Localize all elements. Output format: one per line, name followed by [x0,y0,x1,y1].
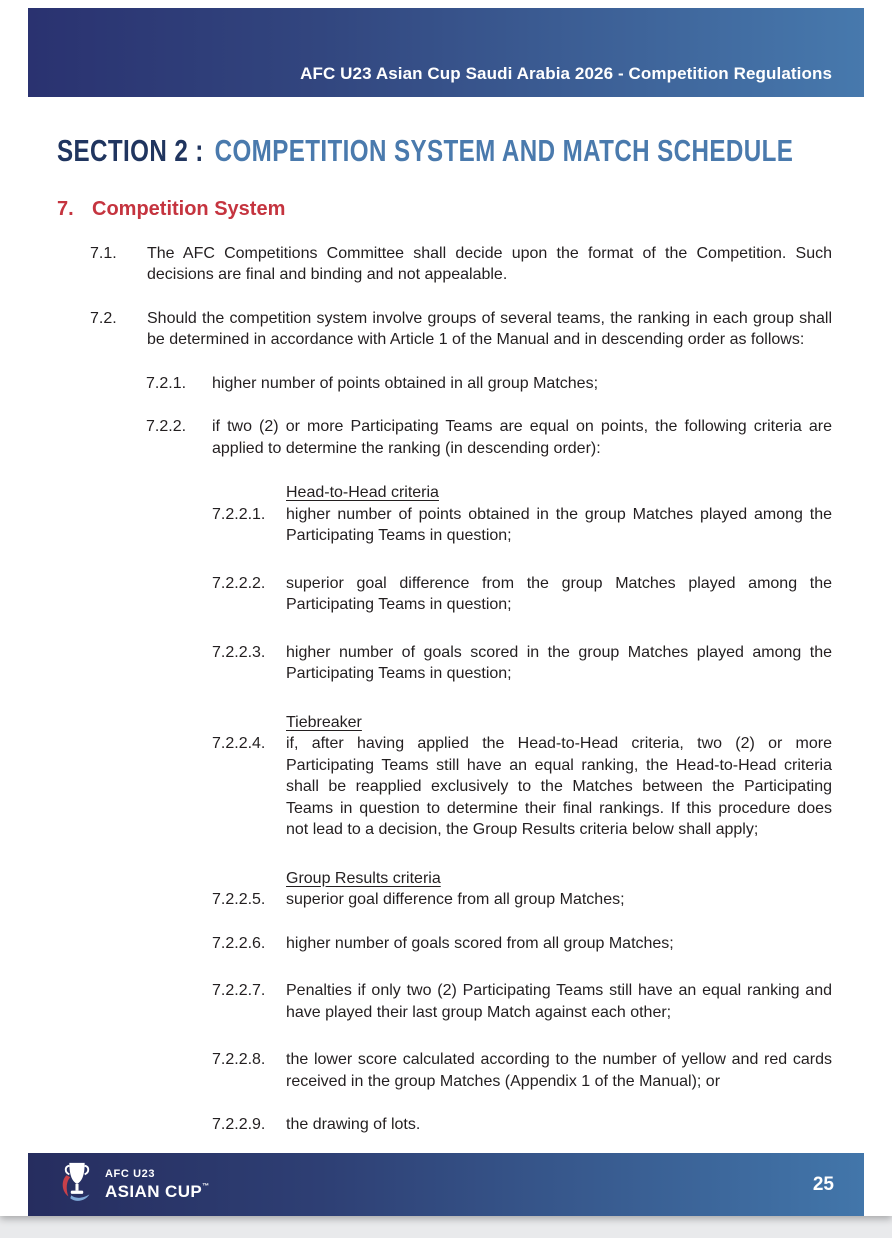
clause-text: Should the competition system involve groups of several teams, the ranking in each group shall be determined in accordance with Article 1 of the Manual and in descending order as follows: [147,309,832,349]
banner-title: AFC U23 Asian Cup Saudi Arabia 2026 - Competition Regulations [300,64,832,83]
clause-item [90,243,832,286]
clause-number: 7.2.2.6. [212,934,266,952]
clause-text: higher number of goals scored in the group Matches played among the Participating Teams in question; [286,643,832,683]
criteria-heading-tiebreaker: Tiebreaker [286,713,362,731]
trophy-icon [58,1160,96,1209]
footer-bar [28,1153,864,1216]
article-body [0,221,892,1136]
clause-item [146,416,832,459]
clause-text: Penalties if only two (2) Participating Teams still have an equal ranking and have played their last group Match against each other; [286,982,832,1021]
trademark-symbol: ™ [202,1183,210,1190]
clause-text: The AFC Competitions Committee shall decide upon the format of the Competition. Such decisions are final and binding and not appealable. [147,244,832,284]
clause-number: 7.2.2.3. [212,643,266,661]
clause-number: 7.2.2.5. [212,891,266,909]
clause-item [212,504,832,547]
clause-text: superior goal difference from all group Matches; [286,891,625,909]
clause-number: 7.2.2.7. [212,982,266,1000]
clause-text: higher number of points obtained in the group Matches played among the Participating Teams in question; [286,505,832,545]
logo-line1: AFC U23 [105,1168,156,1180]
afc-u23-asian-cup-logo [58,1160,210,1209]
clause-item [212,889,832,911]
article-number: 7. [57,197,74,220]
clause-item [212,1049,832,1092]
clause-number: 7.2.2. [146,418,187,436]
header-banner [28,8,864,97]
clause-text: higher number of points obtained in all group Matches; [212,374,599,392]
criteria-heading-group-results: Group Results criteria [286,869,441,887]
clause-item [212,980,832,1023]
criteria-heading-head-to-head: Head-to-Head criteria [286,484,439,502]
clause-number: 7.2.1. [146,374,187,392]
section-title-text: COMPETITION SYSTEM AND MATCH SCHEDULE [214,133,794,168]
clause-text: the lower score calculated according to the number of yellow and red cards received in the group Matches (Appendix 1 of the Manual); or [286,1051,832,1090]
logo-line2: ASIAN CUP™ [105,1182,210,1201]
clause-item [90,308,832,351]
clause-number: 7.2.2.4. [212,735,266,753]
clause-number: 7.2.2.8. [212,1051,266,1069]
clause-number: 7.2.2.9. [212,1116,266,1134]
clause-item [212,733,832,841]
clause-text: superior goal difference from the group Matches played among the Participating Teams in question; [286,574,832,614]
clause-number: 7.2.2.1. [212,505,266,523]
article-heading [57,198,892,221]
clause-item [212,933,832,955]
section-title-prefix: SECTION 2 : [57,133,204,168]
section-title [57,135,892,168]
page-number: 25 [812,1173,834,1195]
clause-text: the drawing of lots. [286,1116,421,1134]
clause-number: 7.2. [90,309,117,327]
clause-text: higher number of goals scored from all group Matches; [286,934,674,952]
article-title: Competition System [92,197,286,220]
clause-item [146,373,832,395]
logo-text [105,1169,210,1200]
clause-number: 7.1. [90,244,117,262]
clause-item [212,573,832,616]
clause-item [212,1114,832,1136]
clause-number: 7.2.2.2. [212,574,266,592]
clause-text: if two (2) or more Participating Teams are equal on points, the following criteria are applied to determine the ranking (in descending order): [212,418,832,457]
clause-text: if, after having applied the Head-to-Head criteria, two (2) or more Participating Teams still have an equal ranking, the Head-to-Head criteria shall be reapplied exclusively to the Matches between the Participating Teams in question to determine their final rankings. If this procedure does not lead to a decision, the Group Results criteria below shall apply; [286,735,832,839]
page-bottom-gap [0,1216,892,1238]
clause-item [212,642,832,685]
